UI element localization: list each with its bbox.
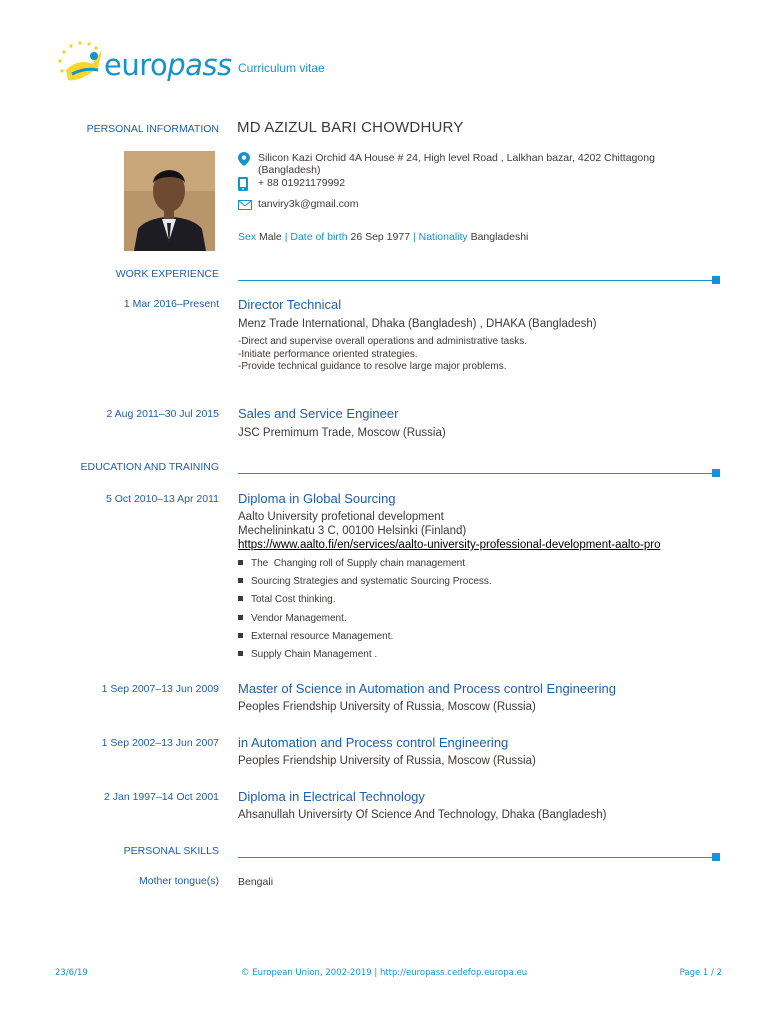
institution-link[interactable]: https://www.aalto.fi/en/services/aalto-university-professional-development-aalto-pro [238, 539, 661, 551]
nationality-value: Bangladeshi [470, 231, 529, 243]
list-item: Sourcing Strategies and systematic Sourcing Process. [238, 576, 492, 594]
list-item: Total Cost thinking. [238, 594, 492, 612]
description-line: -Initiate performance oriented strategies. [238, 348, 418, 360]
personal-skills-label: PERSONAL SKILLS [123, 845, 219, 857]
bullet-icon [238, 596, 243, 601]
entry-dates: 1 Sep 2007–13 Jun 2009 [101, 683, 219, 695]
entry-dates: 1 Sep 2002–13 Jun 2007 [101, 737, 219, 749]
institution: Peoples Friendship University of Russia, Moscow (Russia) [238, 701, 536, 713]
bullet-icon [238, 651, 243, 656]
job-title: Director Technical [238, 297, 342, 312]
logo-wordmark: europass [104, 48, 232, 82]
work-experience-label: WORK EXPERIENCE [115, 268, 219, 280]
employer: JSC Premimum Trade, Moscow (Russia) [238, 427, 446, 439]
separator: | [412, 231, 416, 243]
institution: Peoples Friendship University of Russia, Moscow (Russia) [238, 755, 536, 767]
section-divider [238, 473, 720, 474]
profile-photo [124, 151, 215, 251]
list-item: Vendor Management. [238, 613, 492, 631]
institution: Ahsanullah Universirty Of Science And Technology, Dhaka (Bangladesh) [238, 809, 607, 821]
bullet-icon [238, 560, 243, 565]
entry-dates: 1 Mar 2016–Present [123, 298, 219, 310]
footer-date: 23/6/19 [55, 968, 88, 978]
sex-label: Sex [238, 231, 257, 243]
list-item: External resource Management. [238, 631, 492, 649]
address-text: Silicon Kazi Orchid 4A House # 24, High level Road , Lalkhan bazar, 4202 Chittagong (Bangladesh) [258, 152, 655, 176]
employer: Menz Trade International, Dhaka (Bangladesh) , DHAKA (Bangladesh) [238, 318, 597, 330]
dob-value: 26 Sep 1977 [350, 231, 411, 243]
qualification-title: Master of Science in Automation and Process control Engineering [238, 681, 616, 696]
sex-value: Male [259, 231, 282, 243]
dob-label: Date of birth [290, 231, 348, 243]
description-line: -Provide technical guidance to resolve large major problems. [238, 361, 507, 372]
email-icon [238, 200, 252, 214]
mother-tongue-label: Mother tongue(s) [139, 875, 219, 887]
personal-details-line [238, 231, 528, 243]
separator: | [284, 231, 288, 243]
bullet-icon [238, 615, 243, 620]
entry-dates: 2 Aug 2011–30 Jul 2015 [106, 408, 219, 420]
footer-page-number: Page 1 / 2 [679, 968, 722, 978]
course-topics-list [238, 558, 492, 667]
location-pin-icon [238, 152, 252, 166]
nationality-label: Nationality [418, 231, 468, 243]
qualification-title: in Automation and Process control Engineering [238, 735, 509, 750]
section-divider [238, 280, 720, 281]
footer-copyright: © European Union, 2002-2019 | http://europass.cedefop.europa.eu [241, 968, 528, 978]
entry-dates: 2 Jan 1997–14 Oct 2001 [103, 791, 219, 803]
document-title: Curriculum vitae [238, 61, 325, 75]
job-title: Sales and Service Engineer [238, 406, 399, 421]
bullet-icon [238, 633, 243, 638]
mobile-phone-icon [238, 177, 252, 191]
divider-marker [712, 469, 720, 477]
divider-marker [712, 276, 720, 284]
description-line: -Direct and supervise overall operations and administrative tasks. [238, 336, 528, 347]
list-item: The Changing roll of Supply chain management [238, 558, 492, 576]
qualification-title: Diploma in Global Sourcing [238, 491, 396, 506]
bullet-icon [238, 578, 243, 583]
list-item: Supply Chain Management . [238, 649, 492, 667]
europass-logo [54, 40, 232, 90]
qualification-title: Diploma in Electrical Technology [238, 789, 425, 804]
personal-information-label: PERSONAL INFORMATION [86, 123, 219, 135]
email-text[interactable]: tanviry3k@gmail.com [258, 198, 359, 210]
institution [238, 510, 661, 552]
institution-line: Aalto University profetional development [238, 511, 444, 523]
divider-marker [712, 853, 720, 861]
education-training-label: EDUCATION AND TRAINING [80, 461, 219, 473]
mother-tongue-value: Bengali [238, 876, 274, 888]
institution-line: Mechelininkatu 3 C, 00100 Helsinki (Finland) [238, 525, 467, 537]
section-divider [238, 857, 720, 858]
job-description [238, 336, 527, 374]
phone-text: + 88 01921179992 [258, 177, 346, 189]
entry-dates: 5 Oct 2010–13 Apr 2011 [105, 493, 219, 505]
candidate-name: MD AZIZUL BARI CHOWDHURY [237, 119, 464, 136]
